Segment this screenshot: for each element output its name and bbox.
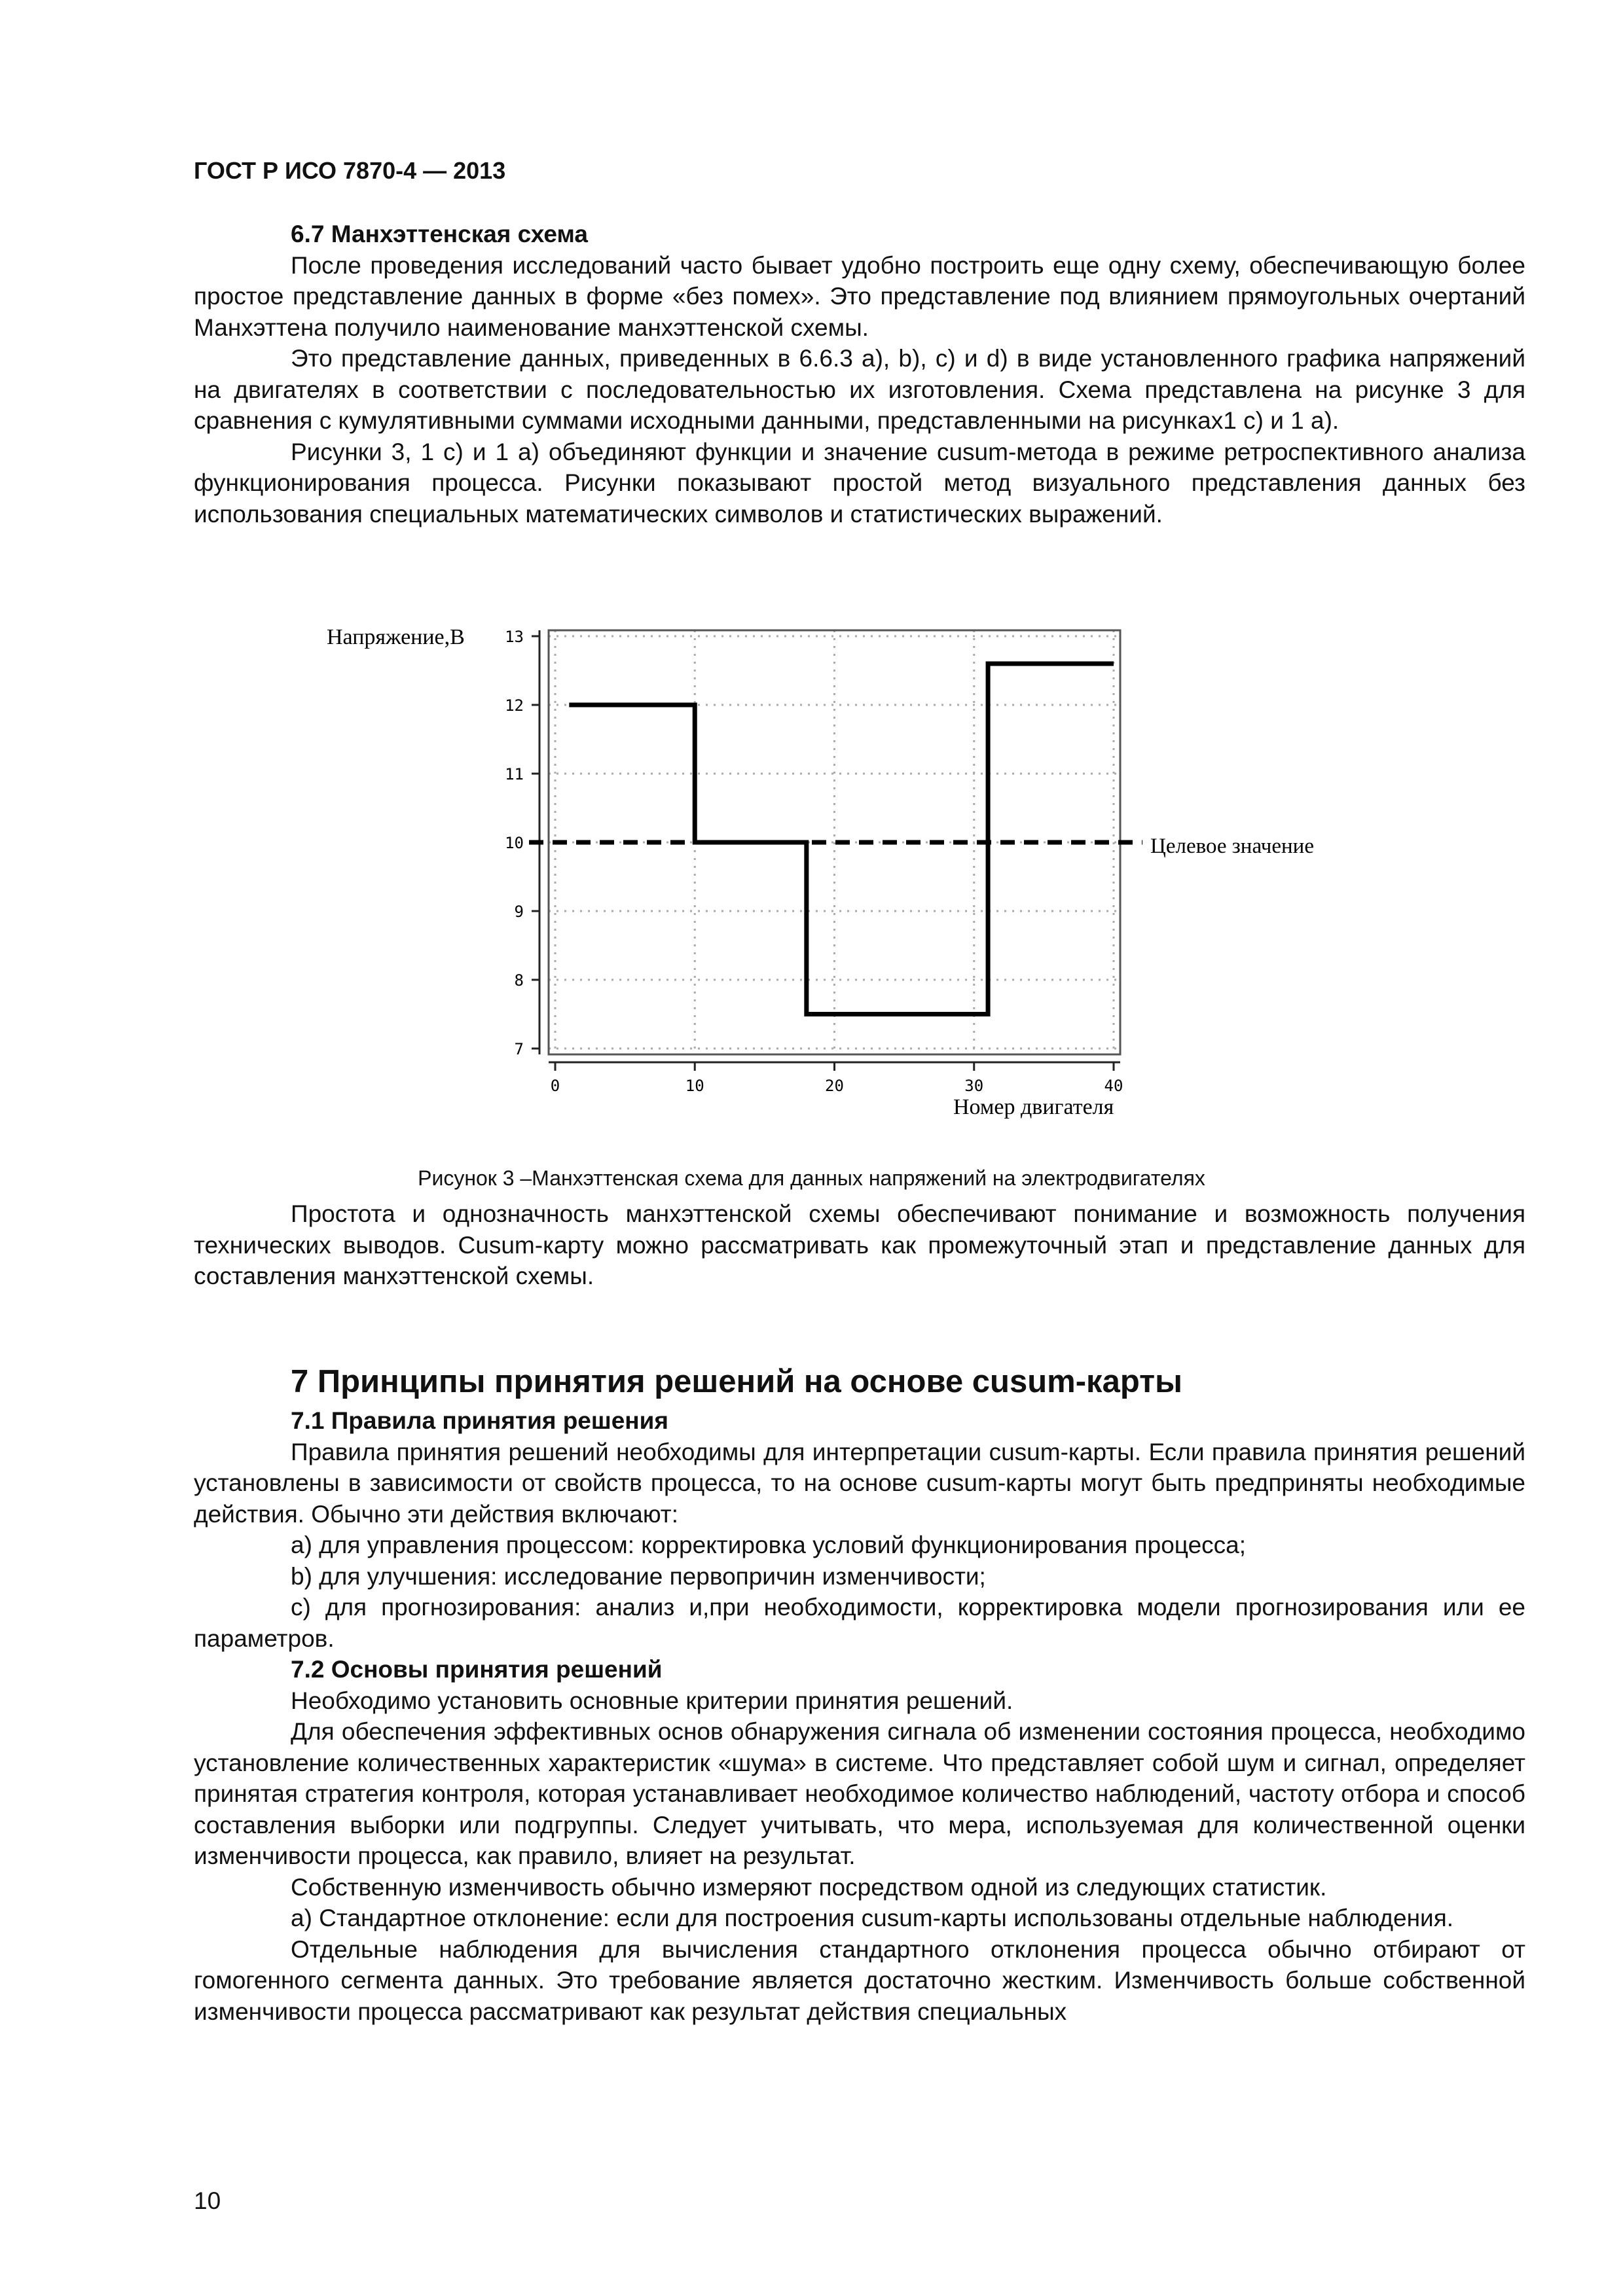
- x-tick-label: 40: [1104, 1077, 1123, 1095]
- x-tick-label: 0: [550, 1077, 560, 1095]
- y-tick-label: 13: [505, 628, 524, 646]
- figure-caption: Рисунок 3 –Манхэттенская схема для данных напряжений на электродвигателях: [418, 1166, 1205, 1190]
- section-7-body: [194, 1405, 1525, 2027]
- list-item: a) для управления процессом: корректировка условий функционирования процесса;: [291, 1532, 1247, 1558]
- x-tick-label: 10: [685, 1077, 704, 1095]
- paragraph: Собственную изменчивость обычно измеряют посредством одной из следующих статистик.: [291, 1873, 1327, 1901]
- x-tick-label: 20: [825, 1077, 844, 1095]
- page-number: 10: [194, 2187, 221, 2214]
- y-tick-label: 9: [514, 903, 524, 921]
- y-tick-label: 7: [514, 1040, 524, 1058]
- section-7-2-title: 7.2 Основы принятия решений: [291, 1656, 663, 1683]
- list-item: c) для прогнозирования: анализ и,при необходимости, корректировка модели прогнозирования или ее параметров.: [194, 1594, 1525, 1652]
- after-figure-text: [194, 1198, 1525, 1292]
- paragraph: Необходимо установить основные критерии принятия решений.: [291, 1687, 1013, 1714]
- y-tick-label: 11: [505, 765, 524, 783]
- y-tick-label: 10: [505, 834, 524, 852]
- paragraph: Правила принятия решений необходимы для интерпретации cusum-карты. Если правила принятия решений установлены в зависимости от свойств процесса, то на основе cusum-карты могут быть предприняты необходимые действия. Обычно эти действия включают:: [194, 1438, 1525, 1528]
- x-ticks: [551, 1062, 1123, 1095]
- paragraph: Для обеспечения эффективных основ обнаружения сигнала об изменении состояния процесса, необходимо установление количественных характеристик «шума» в системе. Что представляет собой шум и сигнал, определяет принятая стратегия контроля, которая устанавливает необходимое количество наблюдений, частоту отбора и способ составления выборки или подгруппы. Следует учитывать, что мера, используемая для количественной оценки изменчивости процесса, как правило, влияет на результат.: [194, 1718, 1525, 1869]
- x-axis-label: Номер двигателя: [953, 1095, 1114, 1119]
- y-tick-label: 8: [514, 971, 524, 990]
- paragraph: Отдельные наблюдения для вычисления стандартного отклонения процесса обычно отбирают от гомогенного сегмента данных. Это требование является достаточно жестким. Изменчивость больше собственной изменчивости процесса рассматривают как результат действия специальных: [194, 1935, 1525, 2025]
- target-label: Целевое значение: [1150, 834, 1314, 858]
- document-header: ГОСТ Р ИСО 7870-4 — 2013: [194, 157, 506, 184]
- list-item: a) Стандартное отклонение: если для построения cusum-карты использованы отдельные наблюдения.: [291, 1905, 1454, 1931]
- section-7-title: 7 Принципы принятия решений на основе cusum-карты: [291, 1364, 1182, 1399]
- y-tick-label: 12: [505, 696, 524, 715]
- y-axis-label: Напряжение,В: [327, 625, 465, 649]
- section-6-7-title: 6.7 Манхэттенская схема: [291, 221, 588, 247]
- paragraph: Простота и однозначность манхэттенской схемы обеспечивают понимание и возможность получения технических выводов. Cusum-карту можно рассматривать как промежуточный этап и представление данных для составления манхэттенской схемы.: [194, 1200, 1525, 1289]
- series-line: [569, 664, 1114, 1014]
- paragraph: Рисунки 3, 1 c) и 1 a) объединяют функции и значение cusum-метода в режиме ретроспективного анализа функционирования процесса. Рисунки показывают простой метод визуального представления данных без использования специальных математических символов и статистических выражений.: [194, 438, 1525, 528]
- list-item: b) для улучшения: исследование первопричин изменчивости;: [291, 1562, 986, 1590]
- section-7-1-title: 7.1 Правила принятия решения: [291, 1407, 668, 1434]
- paragraph: Это представление данных, приведенных в 6.6.3 a), b), c) и d) в виде установленного графика напряжений на двигателях в соответствии с последовательностью их изготовления. Схема представлена на рисунке 3 для сравнения с кумулятивными суммами исходными данными, представленными на рисунках1 c) и 1 a).: [194, 345, 1525, 434]
- paragraph: После проведения исследований часто бывает удобно построить еще одну схему, обеспечивающую более простое представление данных в форме «без помех». Это представление под влиянием прямоугольных очертаний Манхэттена получило наименование манхэттенской схемы.: [194, 251, 1525, 341]
- x-tick-label: 30: [964, 1077, 984, 1095]
